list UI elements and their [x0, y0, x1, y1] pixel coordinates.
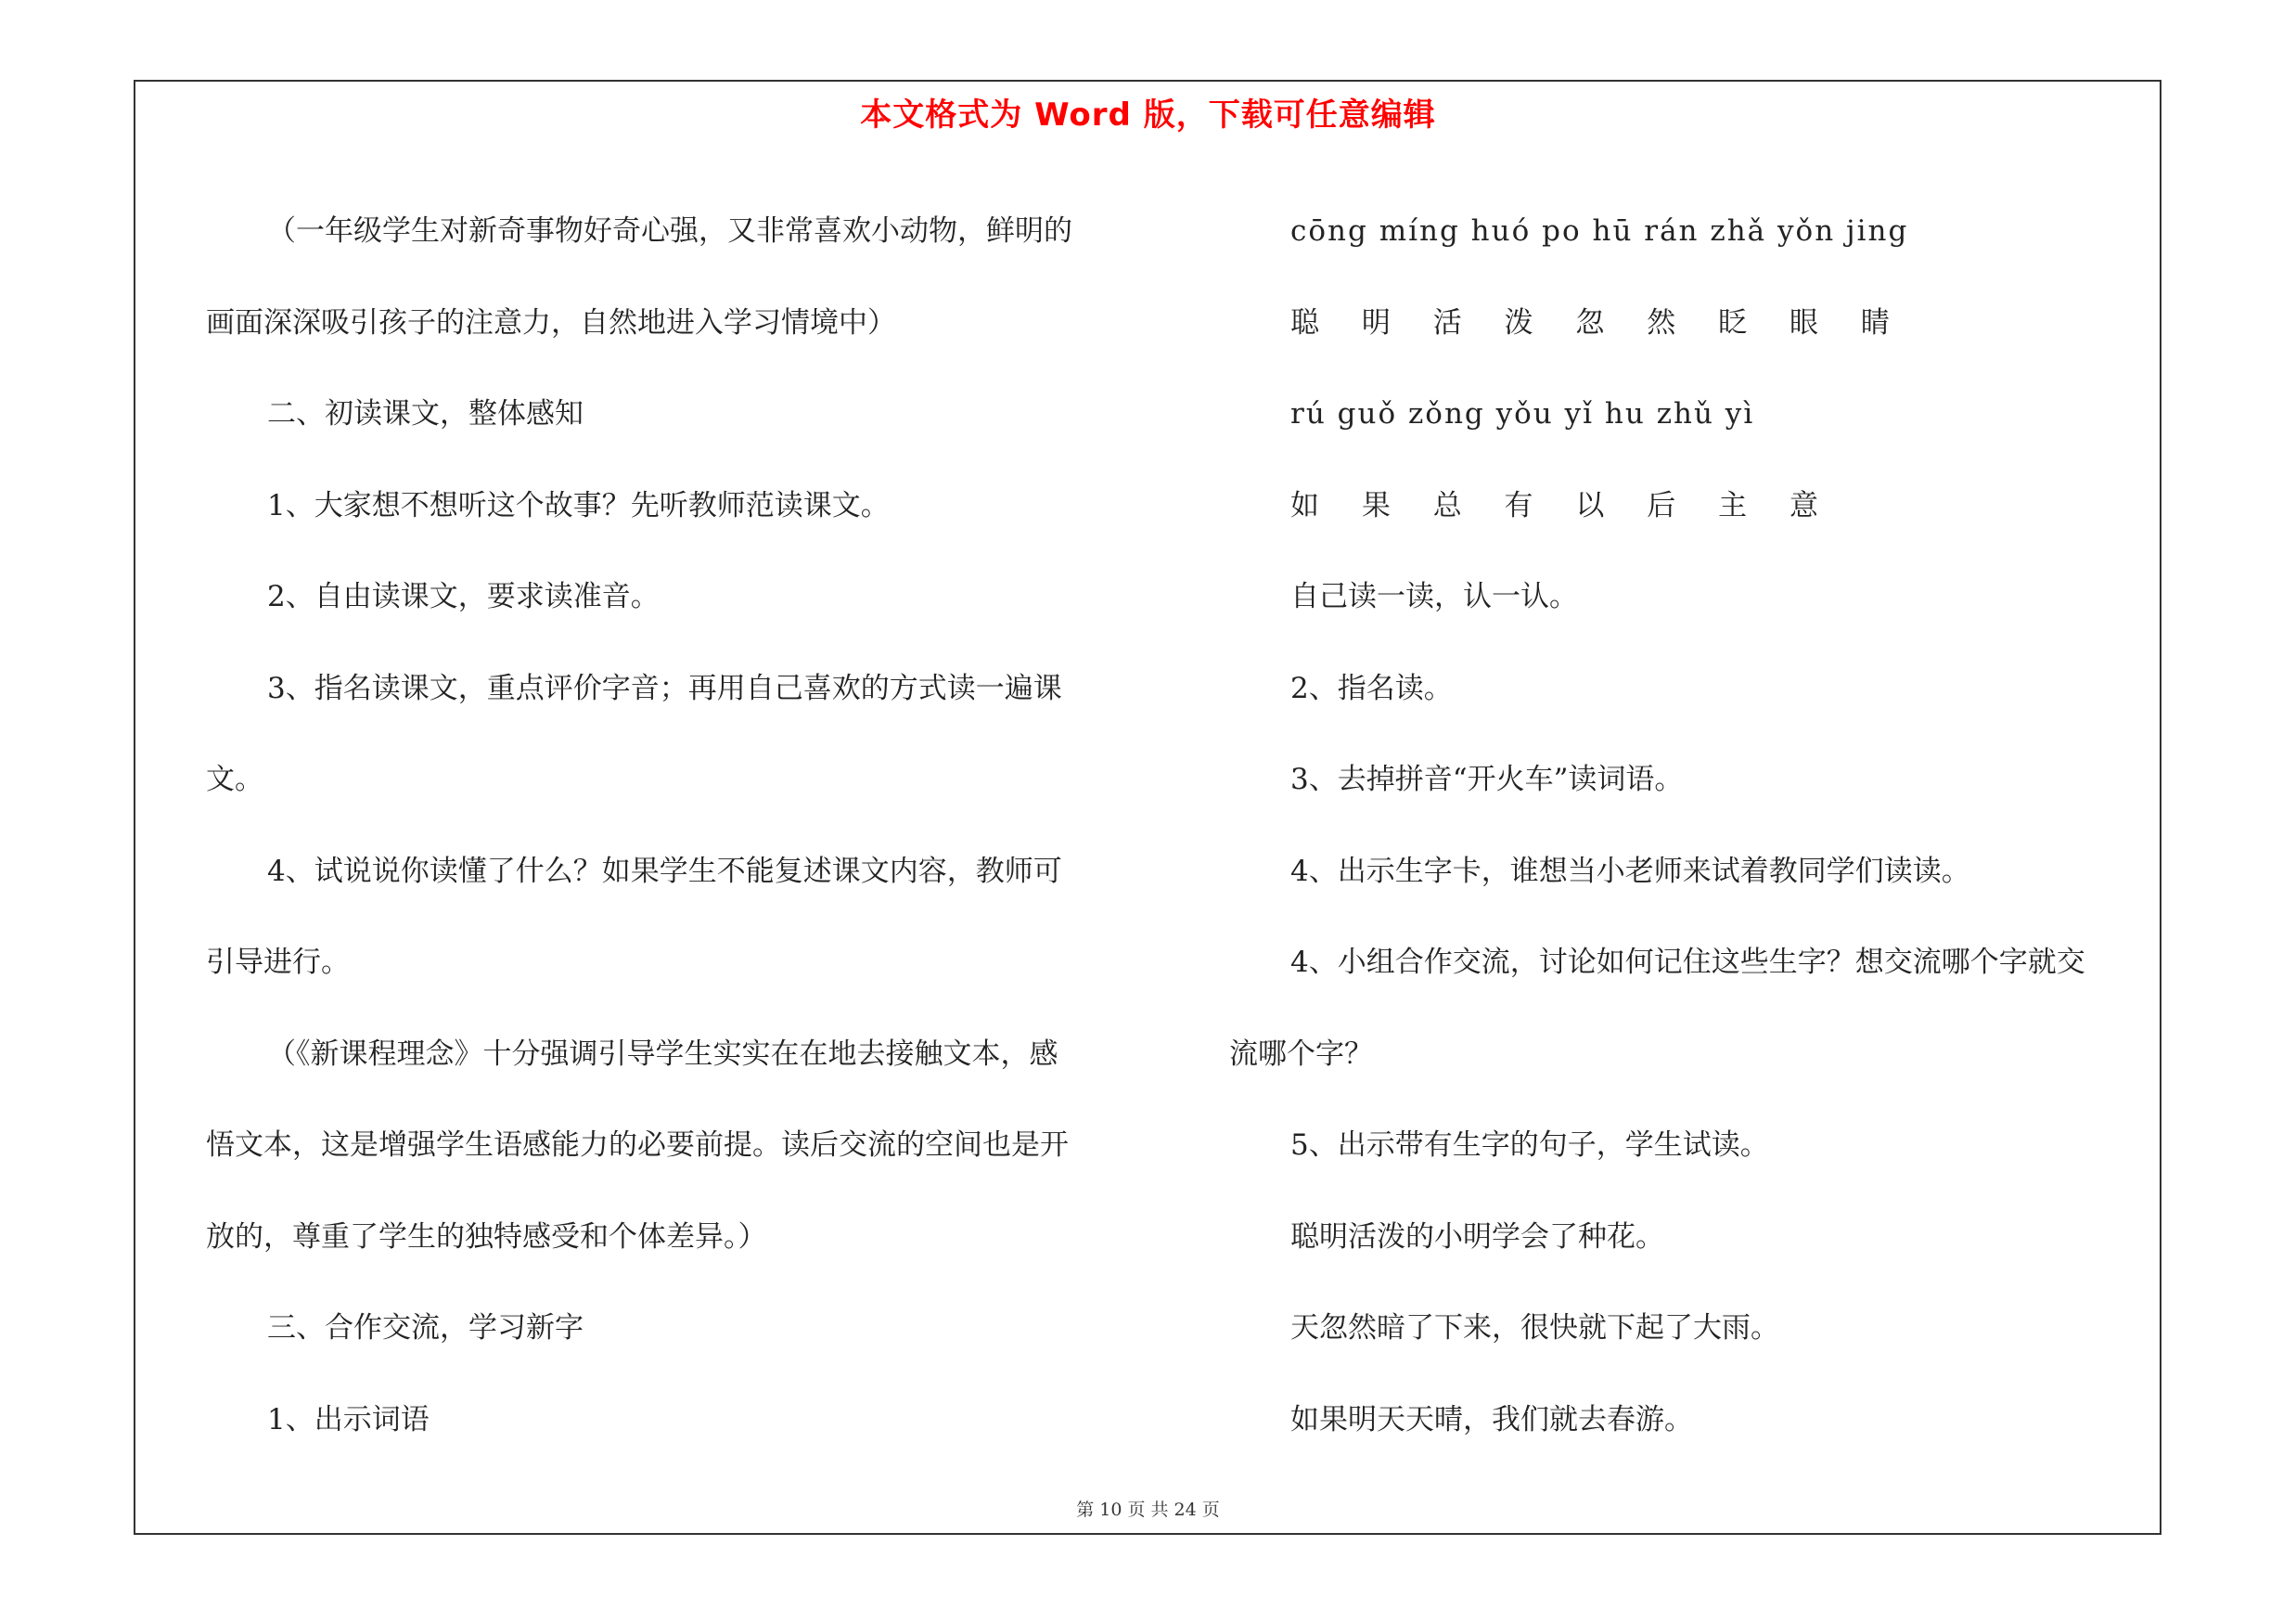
paragraph-line: 4、试说说你读懂了什么？如果学生不能复述课文内容，教师可 [267, 854, 1062, 888]
paragraph-line: 悟文本，这是增强学生语感能力的必要前提。读后交流的空间也是开 [206, 1128, 1069, 1162]
example-sentence: 如果明天天晴，我们就去春游。 [1290, 1402, 1693, 1436]
paragraph-line: 引导进行。 [206, 946, 350, 979]
paragraph-line: （一年级学生对新奇事物好奇心强，又非常喜欢小动物，鲜明的 [267, 214, 1072, 248]
left-column [206, 186, 1134, 1465]
paragraph-line: 4、小组合作交流，讨论如何记住这些生字？想交流哪个字就交 [1290, 946, 2085, 979]
page-number: 第 10 页 共 24 页 [1076, 1500, 1220, 1520]
paragraph-line: 文。 [206, 763, 263, 796]
paragraph-line: （《新课程理念》十分强调引导学生实实在在地去接触文本，感 [267, 1037, 1058, 1071]
paragraph-line: 2、自由读课文，要求读准音。 [267, 580, 660, 613]
paragraph-line: 1、大家想不想听这个故事？先听教师范读课文。 [267, 488, 890, 522]
pinyin-line: cōng míng huó po hū rán zhǎ yǒn jing [1290, 214, 1909, 248]
paragraph-line: 2、指名读。 [1290, 671, 1453, 705]
right-column [1229, 186, 2157, 1465]
paragraph-line: 画面深深吸引孩子的注意力，自然地进入学习情境中） [206, 305, 896, 340]
example-sentence: 天忽然暗了下来，很快就下起了大雨。 [1290, 1311, 1779, 1345]
paragraph-line: 自己读一读，认一认。 [1290, 580, 1578, 613]
paragraph-line: 3、指名读课文，重点评价字音；再用自己喜欢的方式读一遍课 [267, 671, 1062, 705]
paragraph-line: 4、出示生字卡，谁想当小老师来试着教同学们读读。 [1290, 854, 1970, 888]
paragraph-line: 放的，尊重了学生的独特感受和个体差异。） [206, 1219, 767, 1254]
pinyin-line: rú guǒ zǒng yǒu yǐ hu zhǔ yì [1290, 397, 1755, 431]
paragraph-line: 5、出示带有生字的句子，学生试读。 [1290, 1128, 1769, 1162]
paragraph-line: 1、出示词语 [267, 1402, 430, 1436]
vocab-line: 如 果 总 有 以 后 主 意 [1290, 488, 1835, 522]
section-heading: 三、合作交流，学习新字 [267, 1311, 584, 1345]
header-banner: 本文格式为 Word 版，下载可任意编辑 [860, 97, 1436, 134]
section-heading: 二、初读课文，整体感知 [267, 397, 584, 431]
paragraph-line: 3、去掉拼音“开火车”读词语。 [1290, 763, 1684, 796]
example-sentence: 聪明活泼的小明学会了种花。 [1290, 1219, 1664, 1254]
vocab-line: 聪 明 活 泼 忽 然 眨 眼 睛 [1290, 305, 1906, 340]
paragraph-line: 流哪个字？ [1229, 1037, 1373, 1071]
